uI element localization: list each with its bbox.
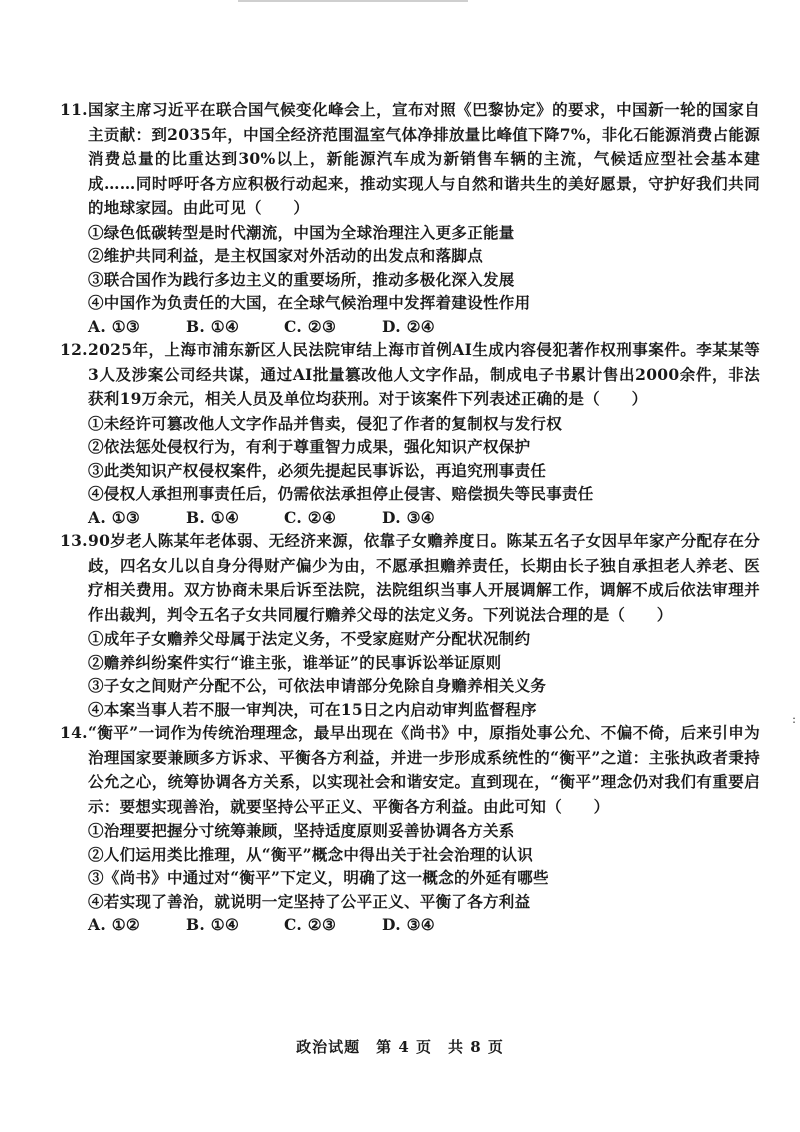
option-3: ③子女之间财产分配不公，可依法申请部分免除自身赡养相关义务 (88, 676, 547, 695)
scan-margin-mark: : (791, 712, 796, 726)
option-2: ②赡养纠纷案件实行“谁主张，谁举证”的民事诉讼举证原则 (88, 652, 502, 672)
option-4: ④中国作为负责任的大国，在全球气候治理中发挥着建设性作用 (88, 293, 531, 312)
question-number: 13. (60, 531, 88, 550)
answer-choices (60, 315, 760, 339)
choice-d[interactable]: D. ③④ (382, 507, 435, 527)
choice-b[interactable]: B. ①④ (186, 507, 240, 527)
choice-c[interactable]: C. ②④ (284, 507, 337, 527)
question-stem (60, 338, 760, 412)
choice-a[interactable]: A. ①③ (88, 507, 141, 527)
choice-c[interactable]: C. ②③ (284, 915, 337, 934)
option-4: ④若实现了善治，就说明一定坚持了公平正义、平衡了各方利益 (88, 891, 531, 911)
option-2: ②人们运用类比推理，从“衡平”概念中得出关于社会治理的认识 (88, 844, 534, 864)
choice-b[interactable]: B. ①④ (186, 915, 240, 934)
question-stem (60, 721, 760, 819)
option-3: ③联合国作为践行多边主义的重要场所，推动多极化深入发展 (88, 269, 515, 289)
choice-b[interactable]: B. ①④ (186, 316, 240, 336)
option-4: ④侵权人承担刑事责任后，仍需依法承担停止侵害、赔偿损失等民事责任 (88, 484, 594, 503)
option-2: ②依法惩处侵权行为，有利于尊重智力成果，强化知识产权保护 (88, 437, 531, 456)
option-3: ③《尚书》中通过对“衡平”下定义，明确了这一概念的外延有哪些 (88, 868, 549, 887)
scan-edge-mark (238, 0, 468, 2)
choice-d[interactable]: D. ②④ (382, 316, 435, 336)
page-footer: 政治试题 第 4 页 共 8 页 (296, 1038, 504, 1056)
stem-text: 2025年，上海市浦东新区人民法院审结上海市首例AI生成内容侵犯著作权刑事案件。李某某等3人及涉案公司经共谋，通过AI批量篡改他人文字作品，制成电子书累计售出2000余件，非法获利19万余元，相关人员及单位均获刑。对于该案件下列表述正确的是（ ） (88, 340, 760, 408)
question-number: 12. (60, 340, 88, 359)
option-1: ①成年子女赡养父母属于法定义务，不受家庭财产分配状况制约 (88, 629, 531, 648)
question-stem (60, 98, 760, 221)
question-number: 11. (60, 100, 88, 119)
stem-text: 国家主席习近平在联合国气候变化峰会上，宣布对照《巴黎协定》的要求，中国新一轮的国家自主贡献：到2035年，中国全经济范围温室气体净排放量比峰值下降7%，非化石能源消费占能源消费总量的比重达到30%以上，新能源汽车成为新销售车辆的主流，气候适应型社会基本建成……同时呼吁各方应积极行动起来，推动实现人与自然和谐共生的美好愿景，守护好我们共同的地球家园。由此可见（ ） (88, 100, 760, 217)
choice-a[interactable]: A. ①② (88, 915, 141, 934)
question-11 (60, 98, 760, 338)
option-1: ①治理要把握分寸统筹兼顾，坚持适度原则妥善协调各方关系 (88, 821, 515, 840)
stem-text: 90岁老人陈某年老体弱、无经济来源，依靠子女赡养度日。陈某五名子女因早年家产分配存在分歧，四名女儿以自身分得财产偏少为由，不愿承担赡养责任，长期由长子独自承担老人养老、医疗相关费用。双方协商未果后诉至法院，法院组织当事人开展调解工作，调解不成后依法审理并作出裁判，判令五名子女共同履行赡养父母的法定义务。下列说法合理的是（ ） (88, 531, 760, 624)
option-3: ③此类知识产权侵权案件，必须先提起民事诉讼，再追究刑事责任 (88, 460, 547, 480)
question-stem (60, 529, 760, 627)
answer-choices (60, 913, 760, 937)
exam-page (60, 98, 760, 937)
option-4: ④本案当事人若不服一审判决，可在15日之内启动审判监督程序 (88, 699, 537, 719)
stem-text: “衡平”一词作为传统治理理念，最早出现在《尚书》中，原指处事公允、不偏不倚，后来引申为治理国家要兼顾多方诉求、平衡各方利益，并进一步形成系统性的“衡平”之道：主张执政者秉持公允之心，统筹协调各方关系，以实现社会和谐安定。直到现在，“衡平”理念仍对我们有重要启示：要想实现善治，就要坚持公平正义、平衡各方利益。由此可知（ ） (88, 723, 760, 816)
choice-d[interactable]: D. ③④ (382, 915, 435, 934)
question-12 (60, 338, 760, 529)
option-1: ①未经许可篡改他人文字作品并售卖，侵犯了作者的复制权与发行权 (88, 413, 563, 433)
option-2: ②维护共同利益，是主权国家对外活动的出发点和落脚点 (88, 246, 484, 265)
option-1: ①绿色低碳转型是时代潮流，中国为全球治理注入更多正能量 (88, 222, 515, 242)
answer-choices (60, 506, 760, 530)
choice-c[interactable]: C. ②③ (284, 316, 337, 336)
choice-a[interactable]: A. ①③ (88, 316, 141, 336)
question-number: 14. (60, 723, 88, 742)
question-14 (60, 721, 760, 937)
question-13 (60, 529, 760, 721)
